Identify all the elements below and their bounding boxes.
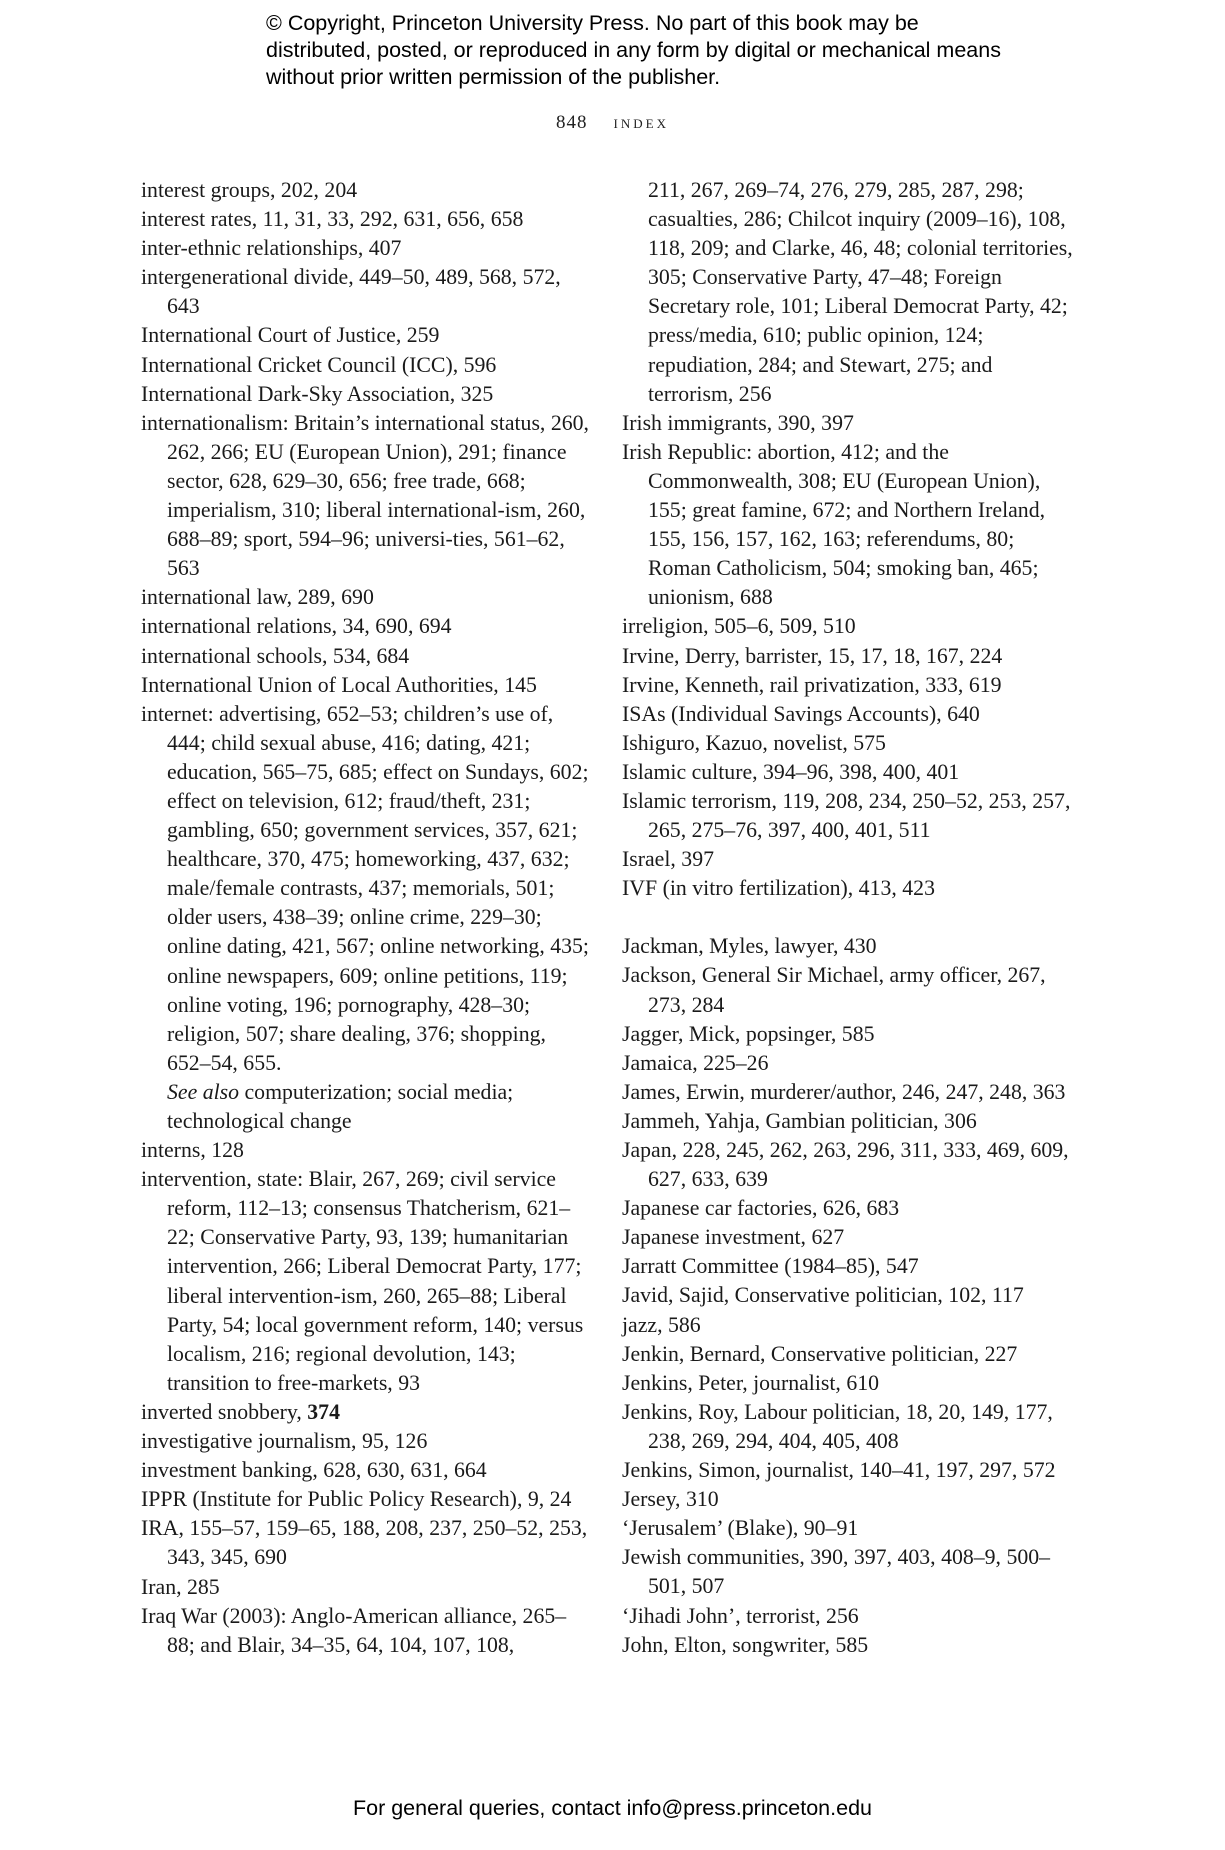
index-entry: International Union of Local Authorities, 145 bbox=[141, 672, 537, 697]
index-column-right bbox=[622, 176, 1077, 1660]
index-entry: Islamic culture, 394–96, 398, 400, 401 bbox=[622, 759, 960, 784]
index-entry: Islamic terrorism, 119, 208, 234, 250–52, 253, 257, 265, 275–76, 397, 400, 401, 511 bbox=[622, 788, 1071, 843]
index-entry: intergenerational divide, 449–50, 489, 568, 572, 643 bbox=[141, 265, 561, 319]
index-entry: Israel, 397 bbox=[622, 847, 714, 872]
index-entry: investigative journalism, 95, 126 bbox=[141, 1429, 428, 1454]
index-entry: Japan, 228, 245, 262, 263, 296, 311, 333, 469, 609, 627, 633, 639 bbox=[622, 1138, 1069, 1192]
index-entry: Irvine, Kenneth, rail privatization, 333, 619 bbox=[622, 672, 1002, 697]
index-entry: International Cricket Council (ICC), 596 bbox=[141, 352, 497, 377]
index-entry: Iran, 285 bbox=[141, 1574, 220, 1599]
index-entry: inter-ethnic relationships, 407 bbox=[141, 236, 402, 261]
index-entry: IVF (in vitro fertilization), 413, 423 bbox=[622, 876, 935, 901]
index-entry: Iraq War (2003): Anglo-American alliance, 265–88; and Blair, 34–35, 64, 104, 107, 108, bbox=[141, 1603, 567, 1657]
index-entry: Jamaica, 225–26 bbox=[622, 1050, 769, 1075]
index-entry-page-bold: 374 bbox=[307, 1399, 340, 1424]
index-entry: Jagger, Mick, popsinger, 585 bbox=[622, 1021, 875, 1046]
index-entry: Jarratt Committee (1984–85), 547 bbox=[622, 1254, 919, 1279]
index-entry: investment banking, 628, 630, 631, 664 bbox=[141, 1458, 487, 1483]
index-entry: Irish immigrants, 390, 397 bbox=[622, 410, 854, 435]
index-entry: ‘Jihadi John’, terrorist, 256 bbox=[622, 1603, 859, 1628]
index-entry: Jackman, Myles, lawyer, 430 bbox=[622, 934, 877, 959]
index-entry: Jenkins, Roy, Labour politician, 18, 20, 149, 177, 238, 269, 294, 404, 405, 408 bbox=[622, 1399, 1053, 1453]
index-entry bbox=[141, 1398, 591, 1427]
index-entry-term: inverted snobbery, bbox=[141, 1399, 302, 1424]
index-entry: international relations, 34, 690, 694 bbox=[141, 614, 452, 639]
index-column-left bbox=[141, 176, 591, 1660]
index-entry: internet: advertising, 652–53; children’s use of, 444; child sexual abuse, 416; dating, 421; education, 565–75, 685; effect on Sundays, 602; effect on television, 612; fraud/theft, 231; gambling, 650; government services, 357, 621; healthcare, 370, 475; homeworking, 437, 632; male/female contrasts, 437; memorials, 501; older users, 438–39; online crime, 229–30; online dating, 421, 567; online networking, 435; online newspapers, 609; online petitions, 119; online voting, 196; pornography, 428–30; religion, 507; share dealing, 376; shopping, 652–54, 655. bbox=[141, 701, 589, 1075]
see-also-text: computerization; social media; technological change bbox=[167, 1079, 514, 1133]
index-entry: interest groups, 202, 204 bbox=[141, 178, 358, 202]
index-entry: ‘Jerusalem’ (Blake), 90–91 bbox=[622, 1516, 859, 1541]
index-entry: internationalism: Britain’s international status, 260, 262, 266; EU (European Union), 291; finance sector, 628, 629–30, 656; free trade, 668; imperialism, 310; liberal international-ism, 260, 688–89; sport, 594–96; universi-ties, 561–62, 563 bbox=[141, 410, 589, 581]
index-entry-continued: 211, 267, 269–74, 276, 279, 285, 287, 298; casualties, 286; Chilcot inquiry (2009–16), 108, 118, 209; and Clarke, 46, 48; colonial territories, 305; Conservative Party, 47–48; Foreign Secretary role, 101; Liberal Democrat Party, 42; press/media, 610; public opinion, 124; repudiation, 284; and Stewart, 275; and terrorism, 256 bbox=[648, 178, 1073, 406]
index-entry: Jackson, General Sir Michael, army officer, 267, 273, 284 bbox=[622, 963, 1046, 1017]
index-entry: Jenkins, Peter, journalist, 610 bbox=[622, 1370, 880, 1395]
index-entry: Jersey, 310 bbox=[622, 1487, 719, 1512]
footer-contact: For general queries, contact info@press.princeton.edu bbox=[352, 1796, 872, 1820]
index-entry: Japanese investment, 627 bbox=[622, 1225, 845, 1250]
index-entry: jazz, 586 bbox=[622, 1312, 701, 1337]
see-also-label: See also bbox=[167, 1079, 240, 1104]
section-title: index bbox=[613, 112, 669, 133]
index-cross-reference bbox=[141, 1078, 591, 1136]
page-number: 848 bbox=[556, 112, 588, 133]
index-entry: irreligion, 505–6, 509, 510 bbox=[622, 614, 856, 639]
index-entry: Javid, Sajid, Conservative politician, 102, 117 bbox=[622, 1283, 1024, 1308]
copyright-notice: © Copyright, Princeton University Press. No part of this book may be distributed, posted, or reproduced in any form by digital or mechanical means without prior written permission of the publisher. bbox=[266, 11, 1001, 89]
index-entry: Japanese car factories, 626, 683 bbox=[622, 1196, 900, 1221]
index-entry: Irvine, Derry, barrister, 15, 17, 18, 167, 224 bbox=[622, 643, 1003, 668]
index-entry: IRA, 155–57, 159–65, 188, 208, 237, 250–52, 253, 343, 345, 690 bbox=[141, 1516, 588, 1570]
index-entry: International Dark-Sky Association, 325 bbox=[141, 381, 494, 406]
index-entry: ISAs (Individual Savings Accounts), 640 bbox=[622, 701, 980, 726]
index-entry: Jewish communities, 390, 397, 403, 408–9, 500–501, 507 bbox=[622, 1545, 1051, 1599]
index-entry: James, Erwin, murderer/author, 246, 247, 248, 363 bbox=[622, 1079, 1066, 1104]
index-entry: interest rates, 11, 31, 33, 292, 631, 656, 658 bbox=[141, 207, 524, 232]
index-entry: John, Elton, songwriter, 585 bbox=[622, 1632, 869, 1657]
index-entry: Jenkin, Bernard, Conservative politician, 227 bbox=[622, 1341, 1018, 1366]
index-entry: IPPR (Institute for Public Policy Research), 9, 24 bbox=[141, 1487, 572, 1512]
index-entry: international schools, 534, 684 bbox=[141, 643, 410, 668]
index-entry: intervention, state: Blair, 267, 269; civil service reform, 112–13; consensus Thatcherism, 621–22; Conservative Party, 93, 139; humanitarian intervention, 266; Liberal Democrat Party, 177; liberal intervention-ism, 260, 265–88; Liberal Party, 54; local government reform, 140; versus localism, 216; regional devolution, 143; transition to free-markets, 93 bbox=[141, 1167, 584, 1395]
index-entry: International Court of Justice, 259 bbox=[141, 323, 440, 348]
index-entry: Ishiguro, Kazuo, novelist, 575 bbox=[622, 730, 886, 755]
index-entry: Jenkins, Simon, journalist, 140–41, 197, 297, 572 bbox=[622, 1458, 1056, 1483]
index-entry: Jammeh, Yahja, Gambian politician, 306 bbox=[622, 1108, 977, 1133]
index-entry: international law, 289, 690 bbox=[141, 585, 374, 610]
index-entry: Irish Republic: abortion, 412; and the Commonwealth, 308; EU (European Union), 155; great famine, 672; and Northern Ireland, 155, 156, 157, 162, 163; referendums, 80; Roman Catholicism, 504; smoking ban, 465; unionism, 688 bbox=[622, 439, 1046, 610]
running-head bbox=[0, 112, 1225, 134]
index-entry: interns, 128 bbox=[141, 1138, 244, 1163]
